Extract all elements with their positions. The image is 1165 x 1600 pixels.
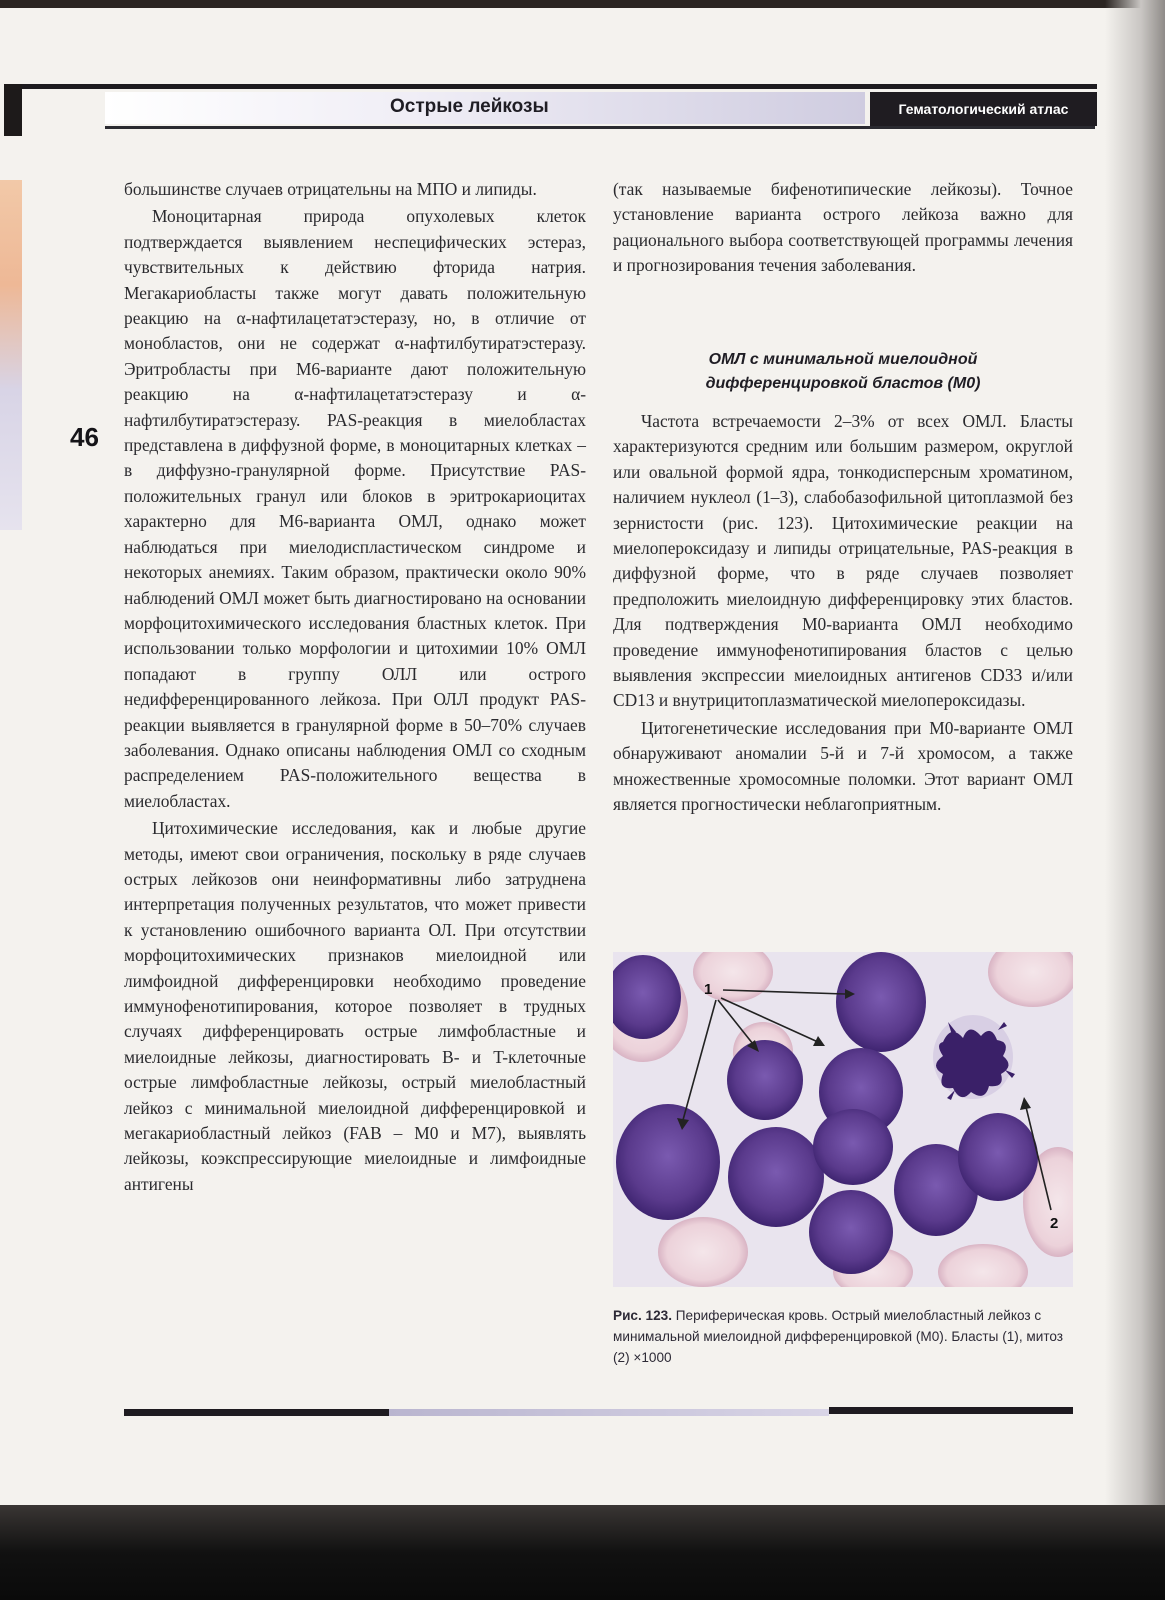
footer-rule-right (829, 1407, 1073, 1414)
blast-cell (809, 1190, 893, 1274)
blood-smear-image (613, 952, 1073, 1287)
right-text-column-top (613, 177, 1073, 279)
right-text-column (613, 407, 1073, 818)
subsection-heading-line: дифференцировкой бластов (M0) (705, 375, 981, 392)
scan-bottom-edge (0, 1505, 1165, 1600)
blast-cell (836, 952, 926, 1052)
header-top-rule (22, 84, 1097, 89)
subsection-heading-line: ОМЛ с минимальной миелоидной (708, 351, 978, 368)
page-gutter-shadow (1105, 0, 1165, 1600)
paragraph: большинстве случаев отрицательны на МПО и липиды. (124, 179, 537, 199)
running-head-section-title: Острые лейкозы (390, 96, 549, 117)
page-edge-color-strip (0, 180, 22, 530)
running-head-book-title: Гематологический атлас (870, 92, 1097, 126)
figure-caption (613, 1305, 1073, 1368)
header-left-block (4, 84, 22, 136)
page-number: 46 (70, 422, 99, 452)
blast-cell (727, 1040, 803, 1120)
blast-cell (616, 1104, 720, 1220)
figure-caption-text: Периферическая кровь. Острый миелобластный лейкоз с минимальной миелоидной дифференцировкой (M0). Бласты (1), митоз (2) ×1000 (613, 1308, 1064, 1365)
figure-label-2: 2 (1050, 1215, 1059, 1232)
subsection-heading (613, 348, 1073, 396)
blast-cell (958, 1113, 1038, 1201)
header-bottom-rule (105, 126, 1095, 129)
paragraph: Цитогенетические исследования при M0-варианте ОМЛ обнаруживают аномалии 5-й и 7-й хромосом, а также множественные хромосомные поломки. Этот вариант ОМЛ является прогностически неблагоприятным. (613, 717, 1073, 815)
figure-caption-number: Рис. 123. (613, 1308, 672, 1323)
paragraph: Цитохимические исследования, как и любые другие методы, имеют свои ограничения, поскольку в ряде случаев острых лейкозов они неинформативны либо затруднена интерпретация полученных результатов, что может привести к установлению ошибочного варианта ОЛ. При отсутствии морфоцитохимических признаков миелоидной или лимфоидной дифференцировки необходимо проведение иммунофенотипирования, которое позволяет в трудных случаях дифференцировать острые лимфобластные и миелоидные лейкозы, диагностировать B- и T-клеточные острые лимфобластные лейкозы, острый миелобластный лейкоз с минимальной миелоидной дифференцировкой и мегакариобластный лейкоз (FAB – M0 и M7), выявлять лейкозы, коэкспрессирующие миелоидные и лимфоидные антигены (124, 818, 586, 1194)
figure-label-1: 1 (704, 981, 713, 998)
scan-top-edge (0, 0, 1165, 8)
paragraph: (так называемые бифенотипические лейкозы). Точное установление варианта острого лейкоза важно для рационального выбора соответствующей программы лечения и прогнозирования течения заболевания. (613, 179, 1073, 276)
paragraph: Моноцитарная природа опухолевых клеток подтверждается выявлением неспецифических эстераз, чувствительных к действию фторида натрия. Мегакариобласты также могут давать положительную реакцию на α-нафтилацетатэстеразу, но, в отличие от монобластов, они не содержат α-нафтилбутиратэстеразу. Эритробласты при M6-варианте дают положительную реакцию на α-нафтилацетатэстеразу и α-нафтилбутиратэстеразу. PAS-реакция в миелобластах представлена в диффузной форме, в моноцитарных клетках – в диффузно-гранулярной форме. Присутствие PAS-положительных гранул или блоков в эритрокариоцитах характерно для M6-варианта ОМЛ, однако может наблюдаться при миелодиспластическом синдроме и некоторых анемиях. Таким образом, практически около 90% наблюдений ОМЛ может быть диагностировано на основании морфоцитохимического исследования бластных клеток. При использовании только морфологии и цитохимии 10% ОМЛ попадают в группу ОЛЛ или острого недифференцированного лейкоза. При ОЛЛ продукт PAS-реакции выявляется в гранулярной форме в 50–70% случаев заболевания. Однако описаны наблюдения ОМЛ со сходным распределением PAS-положительного вещества в миелобластах. (124, 206, 586, 811)
footer-rule-left (124, 1409, 389, 1416)
blast-cell (813, 1109, 893, 1185)
micrograph-figure (613, 952, 1073, 1287)
left-text-column (124, 177, 586, 1197)
red-blood-cell (658, 1217, 748, 1287)
blast-cell (728, 1127, 824, 1227)
paragraph: Частота встречаемости 2–3% от всех ОМЛ. Бласты характеризуются средним или большим размером, округлой или овальной формой ядра, тонкодисперсным хроматином, наличием нуклеол (1–3), слабобазофильной цитоплазмой без зернистости (рис. 123). Цитохимические реакции на миелопероксидазу и липиды отрицательные, PAS-реакция в диффузной форме, что в ряде случаев позволяет предположить миелоидную дифференцировку этих бластов. Для подтверждения M0-варианта ОМЛ необходимо проведение иммунофенотипирования бластов с целью выявления экспрессии миелоидных антигенов CD33 и/или CD13 и внутрицитоплазматической миелопероксидазы. (613, 411, 1073, 711)
footer-rule-middle (389, 1409, 829, 1416)
